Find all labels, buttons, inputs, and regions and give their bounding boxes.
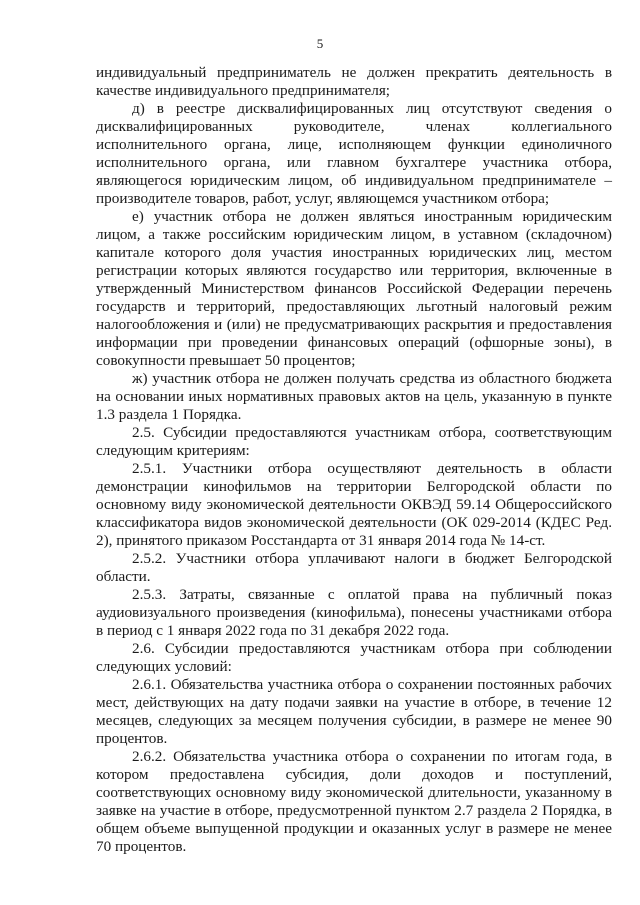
paragraph-2-5: 2.5. Субсидии предоставляются участникам отбора, соответствующим следующим критериям: — [96, 424, 612, 459]
paragraph-2-6: 2.6. Субсидии предоставляются участникам отбора при соблюдении следующих условий: — [96, 640, 612, 675]
paragraph-continuation: индивидуальный предприниматель не должен прекратить деятельность в качестве индивидуального предпринимателя; — [96, 64, 612, 99]
paragraph-item-d: д) в реестре дисквалифицированных лиц отсутствуют сведения о дисквалифицированных руководителе, членах коллегиального исполнительного органа, лице, исполняющем функции единоличного исполнительного органа, или главном бухгалтере участника отбора, являющегося юридическим лицом, об индивидуальном предпринимателе – производителе товаров, работ, услуг, являющемся участником отбора; — [96, 100, 612, 207]
document-body — [96, 64, 612, 856]
paragraph-2-5-2: 2.5.2. Участники отбора уплачивают налоги в бюджет Белгородской области. — [96, 550, 612, 585]
paragraph-2-5-3: 2.5.3. Затраты, связанные с оплатой права на публичный показ аудиовизуального произведения (кинофильма), понесены участниками отбора в период с 1 января 2022 года по 31 декабря 2022 года. — [96, 586, 612, 639]
page-number: 5 — [316, 36, 324, 51]
paragraph-item-e: е) участник отбора не должен являться иностранным юридическим лицом, а также российским юридическим лицом, в уставном (складочном) капитале которого доля участия иностранных юридических лиц, местом регистрации которых являются государство или территория, включенные в утвержденный Министерством финансов Российской Федерации перечень государств и территорий, предоставляющих льготный налоговый режим налогообложения и (или) не предусматривающих раскрытия и предоставления информации при проведении финансовых операций (офшорные зоны), в совокупности превышает 50 процентов; — [96, 208, 612, 369]
paragraph-2-5-1: 2.5.1. Участники отбора осуществляют деятельность в области демонстрации кинофильмов на территории Белгородской области по основному виду экономической деятельности ОКВЭД 59.14 Общероссийского классификатора видов экономической деятельности (ОК 029-2014 (КДЕС Ред. 2), принятого приказом Росстандарта от 31 января 2014 года № 14-ст. — [96, 460, 612, 549]
paragraph-2-6-1: 2.6.1. Обязательства участника отбора о сохранении постоянных рабочих мест, действующих на дату подачи заявки на участие в отборе, в течение 12 месяцев, следующих за месяцем получения субсидии, в размере не менее 90 процентов. — [96, 676, 612, 747]
paragraph-item-zh: ж) участник отбора не должен получать средства из областного бюджета на основании иных нормативных правовых актов на цель, указанную в пункте 1.3 раздела 1 Порядка. — [96, 370, 612, 423]
paragraph-2-6-2: 2.6.2. Обязательства участника отбора о сохранении по итогам года, в котором предоставлена субсидия, доли доходов и поступлений, соответствующих основному виду экономической длительности, указанному в заявке на участие в отборе, предусмотренной пунктом 2.7 раздела 2 Порядка, в общем объеме выпущенной продукции и оказанных услуг в размере не менее 70 процентов. — [96, 748, 612, 855]
